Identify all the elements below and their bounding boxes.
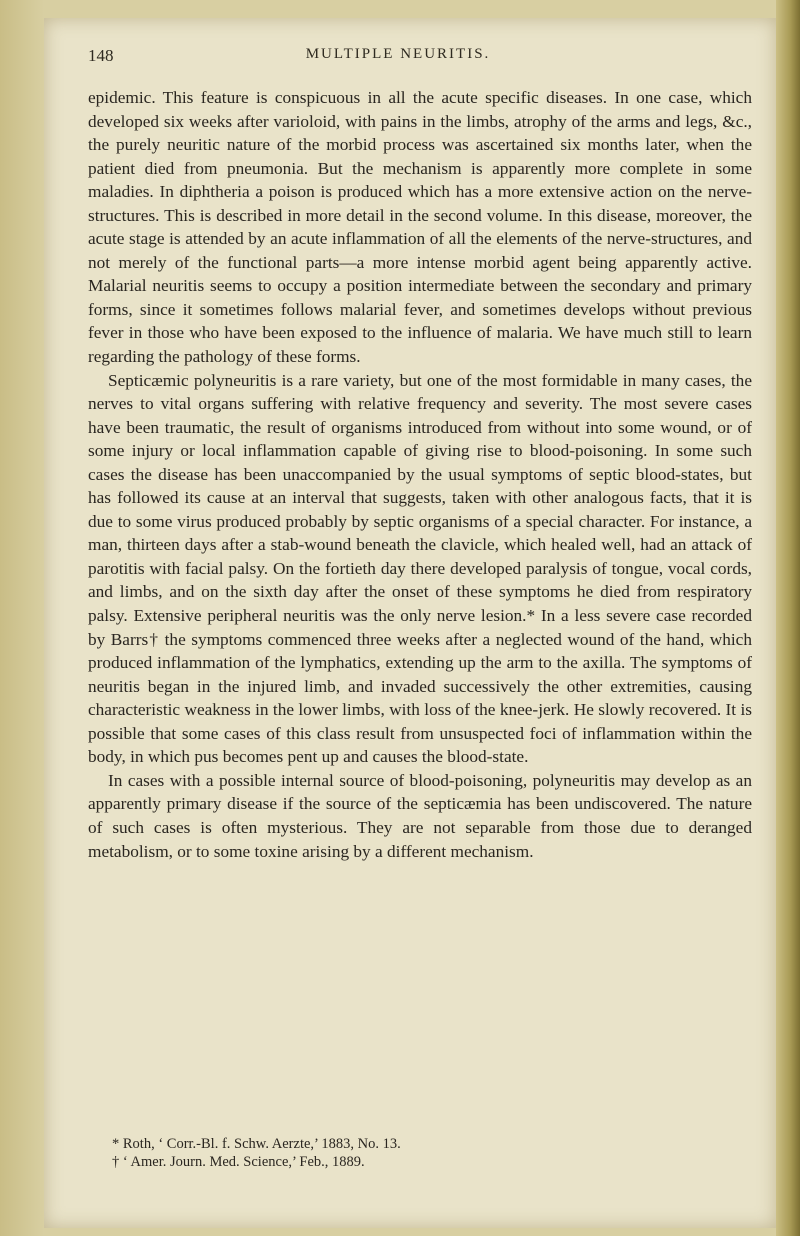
page-number: 148 — [88, 46, 114, 65]
paragraph: In cases with a possible internal source of blood-poisoning, polyneuritis may develop as an apparently primary disease if the source of the septicæmia has been undiscovered. The nature of such cases is often mysterious. They are not separable from those due to deranged metabolism, or to some toxine arising by a different mechanism. — [88, 770, 752, 861]
page-header — [88, 46, 748, 70]
body-text — [88, 86, 752, 863]
page-right-edge — [776, 0, 800, 1236]
footnote: † ‘ Amer. Journ. Med. Science,’ Feb., 1889. — [112, 1154, 365, 1170]
footnotes — [112, 1135, 732, 1171]
running-title: MULTIPLE NEURITIS. — [305, 46, 491, 62]
page-left-edge — [0, 0, 44, 1236]
footnote: * Roth, ‘ Corr.-Bl. f. Schw. Aerzte,’ 1883, No. 13. — [112, 1136, 401, 1152]
paragraph: epidemic. This feature is conspicuous in all the acute specific diseases. In one case, which developed six weeks after varioloid, with pains in the limbs, atrophy of the arms and legs, &c., the purely neuritic nature of the morbid process was ascertained six months later, when the patient died from pneumonia. But the mechanism is apparently more complete in some maladies. In diphtheria a poison is produced which has a more extensive action on the nerve-structures. This is described in more detail in the second volume. In this disease, moreover, the acute stage is attended by an acute inflammation of all the elements of the nerve-structures, and not merely of the functional parts—a more intense morbid agent being apparently active. Malarial neuritis seems to occupy a position intermediate between the secondary and primary forms, since it sometimes follows malarial fever, and sometimes develops without previous fever in those who have been exposed to the influence of malaria. We have much still to learn regarding the pathology of these forms. — [88, 88, 752, 367]
paragraph: Septicæmic polyneuritis is a rare variety, but one of the most formidable in many cases, the nerves to vital organs suffering with relative frequency and severity. The most severe cases have been traumatic, the result of organisms introduced from without into some wound, or of some injury or local inflammation capable of giving rise to blood-poisoning. In some such cases the disease has been unaccompanied by the usual symptoms of septic blood-states, but has followed its cause at an interval that suggests, taken with other analogous facts, that it is due to some virus produced probably by septic organisms of a special character. For instance, a man, thirteen days after a stab-wound beneath the clavicle, which healed well, had an attack of parotitis with facial palsy. On the fortieth day there developed paralysis of tongue, vocal cords, and limbs, and on the sixth day after the onset of these symptoms he died from respiratory palsy. Extensive peripheral neuritis was the only nerve lesion.* In a less severe case recorded by Barrs† the symptoms commenced three weeks after a neglected wound of the hand, which produced inflammation of the lymphatics, extending up the arm to the axilla. The symptoms of neuritis began in the injured limb, and invaded successively the other extremities, causing characteristic weakness in the lower limbs, with loss of the knee-jerk. He slowly recovered. It is possible that some cases of this class result from unsuspected foci of inflammation within the body, in which pus becomes pent up and causes the blood-state. — [88, 370, 752, 767]
